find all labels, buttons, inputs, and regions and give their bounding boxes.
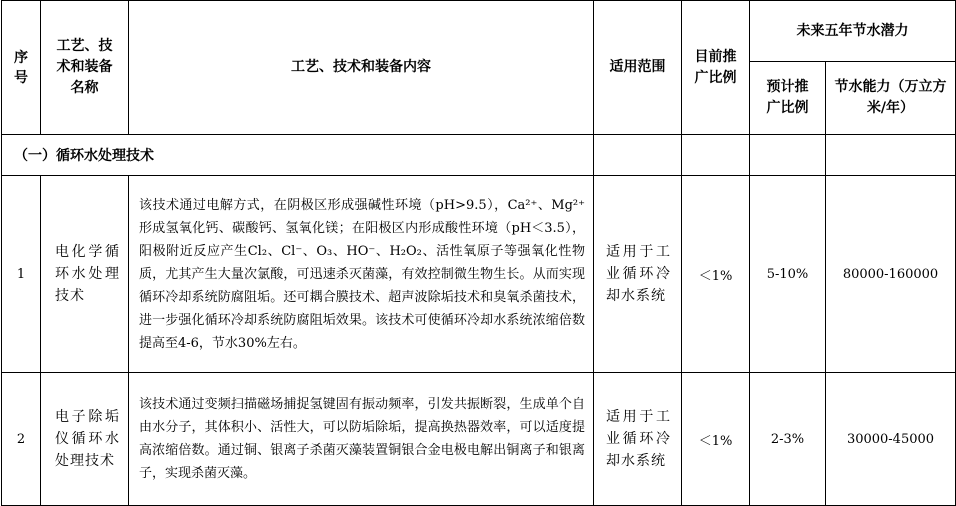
header-expected-ratio: 预计推广比例 [750,62,826,135]
row-expected-ratio: 2-3% [750,373,826,506]
section-empty-cell [750,135,826,176]
section-empty-cell [594,135,682,176]
header-current-ratio: 目前推广比例 [682,1,750,135]
header-capacity: 节水能力（万立方米/年） [826,62,956,135]
row-capacity: 30000-45000 [826,373,956,506]
row-scope: 适用于工业循环冷却水系统 [594,176,682,373]
row-expected-ratio: 5-10% [750,176,826,373]
table-row [2,176,956,373]
technology-table [1,0,956,506]
header-row-1 [2,1,956,62]
row-content: 该技术通过变频扫描磁场捕捉氢键固有振动频率，引发共振断裂，生成单个自由水分子，其体积小、活性大，可以防垢除垢，提高换热器效率，可以适度提高浓缩倍数。通过铜、银离子杀菌灭藻装置铜银合金电极电解出铜离子和银离子，实现杀菌灭藻。 [129,373,594,506]
header-future-potential: 未来五年节水潜力 [750,1,956,62]
section-title: （一）循环水处理技术 [2,135,594,176]
row-capacity: 80000-160000 [826,176,956,373]
section-row [2,135,956,176]
row-scope: 适用于工业循环冷却水系统 [594,373,682,506]
row-name: 电化学循环水处理技术 [41,176,129,373]
row-current-ratio: ＜1% [682,176,750,373]
header-name: 工艺、技术和装备名称 [41,1,129,135]
row-content: 该技术通过电解方式，在阴极区形成强碱性环境（pH>9.5），Ca²⁺、Mg²⁺形成氢氧化钙、碳酸钙、氢氧化镁；在阳极区内形成酸性环境（pH＜3.5），阳极附近反应产生Cl₂、Cl⁻、O₃、HO⁻、H₂O₂、活性氧原子等强氧化性物质，尤其产生大量次氯酸，可迅速杀灭菌藻，有效控制微生物生长。从而实现循环冷却系统防腐阻垢。还可耦合膜技术、超声波除垢技术和臭氧杀菌技术，进一步强化循环冷却系统防腐阻垢效果。该技术可使循环冷却水系统浓缩倍数提高至4-6，节水30%左右。 [129,176,594,373]
section-empty-cell [682,135,750,176]
header-seq: 序号 [2,1,41,135]
table-row [2,373,956,506]
header-scope: 适用范围 [594,1,682,135]
row-seq: 2 [2,373,41,506]
row-seq: 1 [2,176,41,373]
header-content: 工艺、技术和装备内容 [129,1,594,135]
section-empty-cell [826,135,956,176]
row-current-ratio: ＜1% [682,373,750,506]
row-name: 电子除垢仪循环水处理技术 [41,373,129,506]
